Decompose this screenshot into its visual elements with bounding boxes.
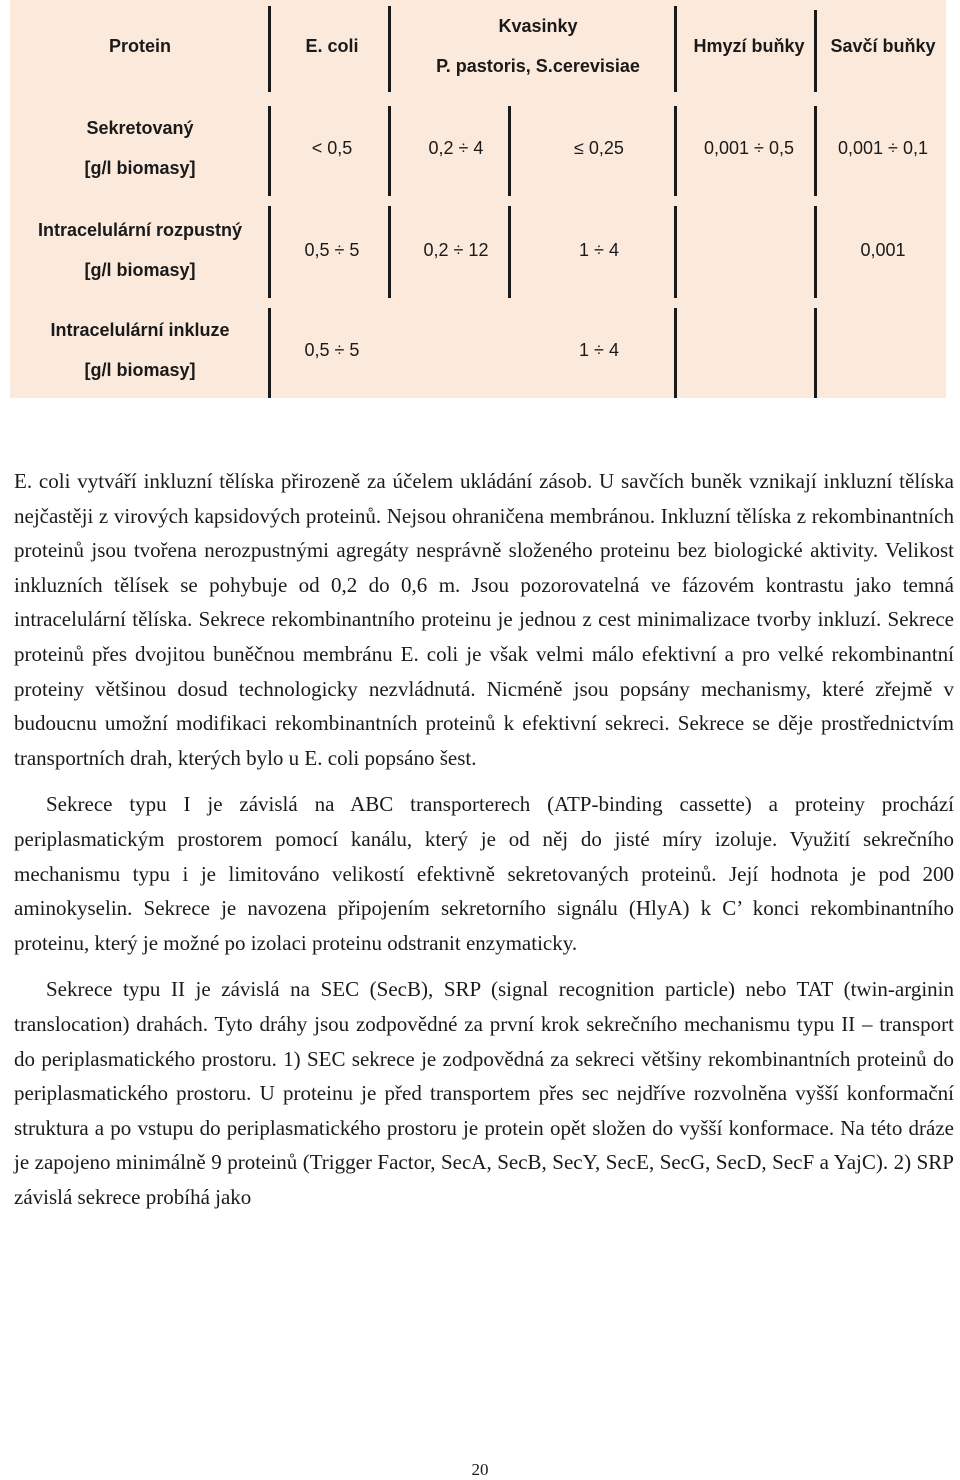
paragraph: Sekrece typu II je závislá na SEC (SecB), SRP (signal recognition particle) nebo TAT (twin-arginin translocation) drahách. Tyto dráhy jsou zodpovědné za první krok sekrečního mechanismu typu II – transport do periplasmatického prostoru. 1) SEC sekrece je zodpovědná za sekreci většiny rekombinantních proteinů do periplasmatického prostoru. U proteinu je před transportem přes sec nejdříve rozvolněna vyšší konformační struktura a po vstupu do periplasmatického prostoru je protein opět složen do vyšší konformace. Na této dráze je zapojeno minimálně 9 proteinů (Trigger Factor, SecA, SecB, SecY, SecE, SecG, SecD, SecF a YajC). 2) SRP závislá sekrece probíhá jako: [14, 977, 954, 1209]
table-rule: [388, 206, 391, 298]
cell-value: 1 ÷ 4: [579, 340, 619, 360]
header-insect: [682, 0, 816, 92]
table-row-secreted: [10, 100, 946, 196]
cell-pichia: [394, 100, 518, 196]
cell-value: 0,2 ÷ 4: [428, 138, 484, 158]
page-number: 20: [471, 1460, 489, 1479]
cell-saccharomyces: [518, 100, 680, 196]
header-yeast-species: P. pastoris, S.cerevisiae: [436, 56, 640, 76]
cell-value: 0,5 ÷ 5: [304, 240, 360, 260]
row-label: [10, 302, 270, 398]
table-row-inclusion: [10, 302, 946, 398]
table-rule: [268, 308, 271, 398]
table-rule: [674, 106, 677, 196]
protein-yield-table: [10, 0, 946, 398]
row-label-unit: [g/l biomasy]: [84, 158, 196, 178]
table-rule: [388, 6, 391, 92]
table-rule: [674, 6, 677, 92]
header-yeast-label: Kvasinky: [498, 16, 578, 36]
table-rule: [508, 106, 511, 196]
header-protein-label: Protein: [108, 36, 171, 56]
cell-saccharomyces: [518, 302, 680, 398]
cell-ecoli: [270, 202, 394, 298]
cell-mammal: [818, 100, 948, 196]
cell-value: 0,001: [860, 240, 906, 260]
header-insect-label: Hmyzí buňky: [693, 36, 805, 56]
paragraph: E. coli vytváří inkluzní tělíska přirozeně za účelem ukládání zásob. U savčích buněk vznikají inkluzní tělíska nejčastěji z virových kapsidových proteinů. Nejsou ohraničena membránou. Inkluzní tělíska z rekombinantních proteinů jsou tvořena nerozpustnými agregáty nesprávně složeného proteinu bez biologické aktivity. Velikost inkluzních tělísek se pohybuje od 0,2 do 0,6 m. Jsou pozorovatelná ve fázovém kontrastu jako temná intracelulární tělíska. Sekrece rekombinantního proteinu je jednou z cest minimalizace tvorby inkluzí. Sekrece proteinů přes dvojitou buněčnou membránu E. coli je však velmi málo efektivní a pro velké rekombinantní proteiny většinou dosud technologicky nezvládnutá. Nicméně jsou popsány mechanismy, které zřejmě v budoucnu umožní modifikaci rekombinantních proteinů k efektivní sekreci. Sekrece se děje prostřednictvím transportních drah, kterých bylo u E. coli popsáno šest.: [14, 469, 954, 770]
table-rule: [814, 10, 817, 92]
table-rule: [388, 106, 391, 196]
table-rule: [814, 308, 817, 398]
cell-value: 1 ÷ 4: [579, 240, 619, 260]
cell-ecoli: [270, 100, 394, 196]
cell-value: ≤ 0,25: [574, 138, 624, 158]
cell-value: 0,2 ÷ 12: [423, 240, 489, 260]
header-ecoli: [270, 0, 394, 92]
cell-pichia: [394, 202, 518, 298]
table-rule: [508, 206, 511, 298]
table-rule: [814, 106, 817, 196]
table-rule: [268, 106, 271, 196]
table-row-soluble: [10, 202, 946, 298]
cell-value: < 0,5: [311, 138, 353, 158]
table-rule: [268, 206, 271, 298]
table-rule: [268, 6, 271, 92]
cell-value: 0,001 ÷ 0,1: [838, 138, 928, 158]
row-label: [10, 100, 270, 196]
row-label-title: Intracelulární rozpustný: [37, 220, 243, 240]
row-label-title: Sekretovaný: [86, 118, 194, 138]
header-protein: [10, 0, 270, 92]
table-rule: [674, 308, 677, 398]
header-mammal: [818, 0, 948, 92]
header-mammal-label: Savčí buňky: [830, 36, 936, 56]
cell-saccharomyces: [518, 202, 680, 298]
cell-ecoli: [270, 302, 394, 398]
cell-insect: [682, 100, 816, 196]
cell-value: 0,5 ÷ 5: [304, 340, 360, 360]
table-rule: [814, 206, 817, 298]
article-body: [14, 464, 954, 1226]
row-label-unit: [g/l biomasy]: [84, 360, 196, 380]
row-label-title: Intracelulární inkluze: [50, 320, 230, 340]
header-yeast: [394, 0, 682, 92]
cell-mammal: [818, 202, 948, 298]
row-label: [10, 202, 270, 298]
table-rule: [674, 206, 677, 298]
paragraph: Sekrece typu I je závislá na ABC transporterech (ATP-binding cassette) a proteiny prochází periplasmatickým prostorem pomocí kanálu, který je od něj do jisté míry izoluje. Využití sekrečního mechanismu typu i je limitováno velikostí efektivně sekretovaných proteinů. Její hodnota je pod 200 aminokyselin. Sekrece je navozena připojením sekretorního signálu (HlyA) k C’ konci rekombinantního proteinu, který je možné po izolaci proteinu odstranit enzymaticky.: [14, 792, 954, 955]
row-label-unit: [g/l biomasy]: [84, 260, 196, 280]
table-header-row: [10, 0, 946, 92]
cell-value: 0,001 ÷ 0,5: [704, 138, 794, 158]
header-ecoli-label: E. coli: [305, 36, 359, 56]
